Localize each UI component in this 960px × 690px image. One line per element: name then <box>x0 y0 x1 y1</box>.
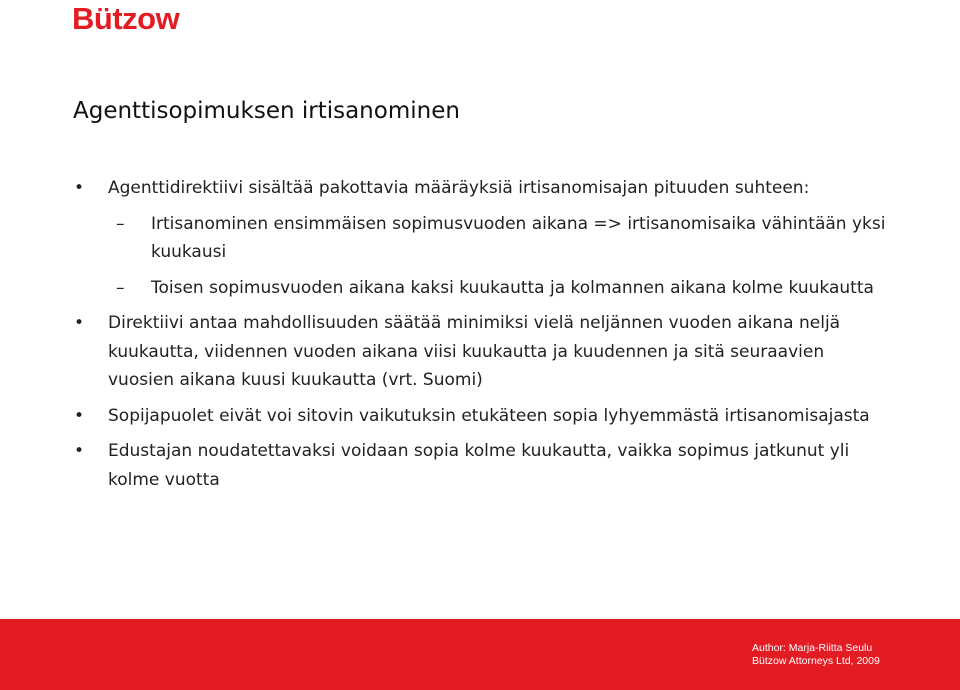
sub-bullet-text: Irtisanominen ensimmäisen sopimusvuoden aikana => irtisanomisaika vähintään yksi kuukausi <box>151 213 886 262</box>
bullet-item <box>74 174 894 203</box>
sub-bullet-item <box>74 274 894 303</box>
bullet-dot-icon: • <box>74 178 85 198</box>
dash-icon: – <box>116 213 125 234</box>
author-credit: Author: Marja-Riitta Seulu <box>752 642 873 654</box>
company-credit: Bützow Attorneys Ltd, 2009 <box>752 655 880 667</box>
bullet-dot-icon: • <box>74 313 85 333</box>
slide-content <box>74 174 894 494</box>
dash-icon: – <box>116 277 125 298</box>
slide-title: Agenttisopimuksen irtisanominen <box>73 98 460 124</box>
bullet-item <box>74 402 894 431</box>
bullet-text: Sopijapuolet eivät voi sitovin vaikutuksin etukäteen sopia lyhyemmästä irtisanomisajasta <box>108 405 870 426</box>
bullet-text: Direktiivi antaa mahdollisuuden säätää minimiksi vielä neljännen vuoden aikana neljä kuukautta, viidennen vuoden aikana viisi kuukautta ja kuudennen ja sitä seuraavien vuosien aikana kuusi kuukautta (vrt. Suomi) <box>108 313 841 390</box>
bullet-dot-icon: • <box>74 405 85 426</box>
company-logo: Bützow <box>72 1 180 36</box>
bullet-item <box>74 437 894 494</box>
bullet-text: Edustajan noudatettavaksi voidaan sopia kolme kuukautta, vaikka sopimus jatkunut yli kolme vuotta <box>108 441 850 490</box>
sub-bullet-text: Toisen sopimusvuoden aikana kaksi kuukautta ja kolmannen aikana kolme kuukautta <box>151 277 874 298</box>
footer-bar <box>0 619 960 690</box>
sub-bullet-item <box>74 210 894 267</box>
bullet-text: Agenttidirektiivi sisältää pakottavia määräyksiä irtisanomisajan pituuden suhteen: <box>108 178 810 198</box>
bullet-dot-icon: • <box>74 441 85 461</box>
bullet-item <box>74 309 894 395</box>
footer-credits <box>752 642 880 668</box>
